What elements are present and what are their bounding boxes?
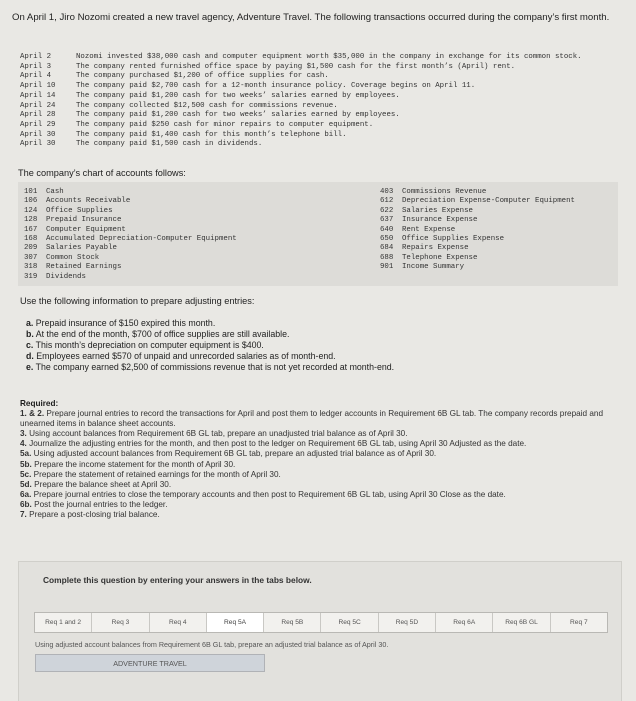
required-item: [20, 460, 620, 470]
account-number: 168: [24, 235, 38, 244]
required-text: Using adjusted account balances from Requirement 6B GL tab, prepare an adjusted trial balance as of April 30.: [33, 449, 437, 459]
tab-req-3[interactable]: Req 3: [92, 613, 149, 632]
transaction-date: April 30: [20, 130, 56, 139]
account-number: 622: [380, 206, 394, 215]
account-number: 403: [380, 188, 394, 196]
required-item: [20, 429, 620, 439]
transaction-text: The company paid $1,200 cash for two weeks’ salaries earned by employees.: [76, 111, 400, 120]
answer-panel: [18, 561, 622, 701]
account-name: Office Supplies: [46, 206, 113, 215]
tab-req-6a[interactable]: Req 6A: [436, 613, 493, 632]
account-number: 640: [380, 225, 394, 234]
adjustment-item: [26, 318, 394, 329]
account-row: [380, 244, 575, 253]
account-number: 319: [24, 272, 38, 281]
account-number: 612: [380, 197, 394, 206]
adjustment-letter: e.: [26, 362, 34, 372]
required-text: Journalize the adjusting entries for the month, and then post to the ledger on Requirement 6B GL tab, using April 30 Adjusted as the date.: [29, 439, 527, 449]
account-number: 637: [380, 216, 394, 225]
required-item: [20, 480, 620, 490]
account-number: 688: [380, 253, 394, 262]
account-row: [24, 273, 237, 282]
accounts-right-column: [380, 188, 575, 273]
required-number: 6b.: [20, 499, 32, 509]
transaction-row: [20, 63, 620, 73]
required-number: 5b.: [20, 459, 32, 469]
account-name: Insurance Expense: [402, 216, 478, 225]
adjustment-list: [26, 318, 394, 373]
required-text: Post the journal entries to the ledger.: [34, 499, 168, 509]
transaction-date: April 2: [20, 53, 52, 61]
transaction-row: [20, 92, 620, 102]
transaction-date: April 4: [20, 72, 52, 81]
complete-instruction: Complete this question by entering your answers in the tabs below.: [43, 575, 312, 585]
required-text: Prepare a post-closing trial balance.: [29, 510, 160, 520]
adjustment-letter: b.: [26, 329, 34, 339]
transaction-text: The company paid $1,400 cash for this month’s telephone bill.: [76, 130, 347, 139]
transaction-date: April 28: [20, 111, 56, 120]
account-row: [24, 216, 237, 225]
required-item: [20, 510, 620, 520]
tab-req-4[interactable]: Req 4: [150, 613, 207, 632]
account-name: Computer Equipment: [46, 225, 126, 234]
required-text: Prepare the statement of retained earnings for the month of April 30.: [33, 469, 281, 479]
transaction-date: April 30: [20, 140, 56, 149]
required-text: Using account balances from Requirement 6B GL tab, prepare an unadjusted trial balance as of April 30.: [29, 429, 408, 439]
adjustment-text: Employees earned $570 of unpaid and unrecorded salaries as of month-end.: [36, 351, 336, 361]
transaction-row: [20, 140, 620, 150]
required-number: 5a.: [20, 449, 32, 459]
adjustment-letter: d.: [26, 351, 34, 361]
transaction-text: The company paid $2,700 cash for a 12-month insurance policy. Coverage begins on April 11.: [76, 82, 476, 91]
account-number: 101: [24, 188, 38, 196]
transaction-text: The company paid $250 cash for minor repairs to computer equipment.: [76, 120, 374, 129]
accounts-left-column: [24, 188, 237, 282]
required-heading: Required:: [20, 399, 59, 408]
account-row: [24, 235, 237, 244]
account-name: Salaries Expense: [402, 206, 473, 215]
required-text: Prepare journal entries to record the transactions for April and post them to ledger accounts in Requirement 6B GL tab. The company records prepaid and unearned items in balance sheet accounts.: [20, 409, 604, 429]
transaction-row: [20, 53, 620, 63]
required-item: [20, 500, 620, 510]
account-name: Retained Earnings: [46, 263, 122, 272]
account-row: [24, 254, 237, 263]
transaction-text: Nozomi invested $38,000 cash and computer equipment worth $35,000 in the company in exchange for its common stock.: [76, 53, 582, 61]
tab-req-5a[interactable]: Req 5A: [207, 613, 264, 632]
account-name: Dividends: [46, 272, 86, 281]
account-row: [24, 263, 237, 272]
required-section: [20, 399, 620, 520]
account-name: Income Summary: [402, 263, 465, 272]
tab-req-5b[interactable]: Req 5B: [264, 613, 321, 632]
transaction-row: [20, 82, 620, 92]
account-name: Prepaid Insurance: [46, 216, 122, 225]
adjustment-text: The company earned $2,500 of commissions revenue that is not yet recorded at month-end.: [35, 362, 395, 372]
tab-req-6b-gl[interactable]: Req 6B GL: [493, 613, 550, 632]
transaction-row: [20, 102, 620, 112]
required-item: [20, 439, 620, 449]
transaction-text: The company paid $1,200 cash for two weeks’ salaries earned by employees.: [76, 91, 400, 100]
account-name: Salaries Payable: [46, 244, 117, 253]
requirement-tabs: [34, 612, 608, 633]
tab-instruction: Using adjusted account balances from Requirement 6B GL tab, prepare an adjusted trial balance as of April 30.: [35, 640, 389, 649]
account-name: Cash: [46, 188, 64, 196]
required-text: Prepare journal entries to close the temporary accounts and then post to Requirement 6B GL tab, using April 30 Close as the date.: [33, 489, 506, 499]
required-item: [20, 449, 620, 459]
tab-req-5d[interactable]: Req 5D: [379, 613, 436, 632]
adjustment-letter: c.: [26, 340, 34, 350]
company-name-header: ADVENTURE TRAVEL: [35, 654, 265, 672]
account-row: [24, 188, 237, 197]
required-number: 1. & 2.: [20, 409, 45, 419]
transaction-list: [20, 53, 620, 150]
account-name: Telephone Expense: [402, 253, 478, 262]
required-number: 3.: [20, 429, 27, 439]
adjustment-text: Prepaid insurance of $150 expired this month.: [35, 318, 216, 328]
adjustment-letter: a.: [26, 318, 34, 328]
required-item: [20, 409, 620, 429]
required-item: [20, 470, 620, 480]
account-name: Common Stock: [46, 253, 100, 262]
adjustment-item: [26, 329, 394, 340]
chart-of-accounts: [18, 182, 618, 286]
account-number: 901: [380, 263, 394, 272]
transaction-row: [20, 111, 620, 121]
account-row: [380, 216, 575, 225]
account-row: [380, 197, 575, 206]
transaction-row: [20, 121, 620, 131]
required-item: [20, 490, 620, 500]
account-number: 684: [380, 244, 394, 253]
account-row: [380, 263, 575, 272]
account-name: Depreciation Expense-Computer Equipment: [402, 197, 575, 206]
required-number: 5c.: [20, 469, 32, 479]
adjustment-text: This month’s depreciation on computer equipment is $400.: [35, 340, 264, 350]
account-name: Repairs Expense: [402, 244, 469, 253]
account-name: Accumulated Depreciation-Computer Equipment: [46, 235, 237, 244]
account-row: [380, 207, 575, 216]
account-row: [380, 188, 575, 197]
account-row: [24, 226, 237, 235]
transaction-date: April 10: [20, 82, 56, 91]
chart-of-accounts-label: The company’s chart of accounts follows:: [18, 168, 186, 178]
adjustment-item: [26, 362, 394, 373]
tab-req-7[interactable]: Req 7: [570, 619, 588, 626]
required-list: [20, 409, 620, 520]
transaction-text: The company purchased $1,200 of office supplies for cash.: [76, 72, 329, 81]
adjustment-item: [26, 351, 394, 362]
transaction-date: April 24: [20, 101, 56, 110]
transaction-date: April 29: [20, 120, 56, 129]
tab-req-1-and-2[interactable]: Req 1 and 2: [35, 613, 92, 632]
required-number: 6a.: [20, 489, 32, 499]
required-number: 7.: [20, 510, 27, 520]
account-row: [24, 207, 237, 216]
account-number: 128: [24, 216, 38, 225]
adjustment-text: At the end of the month, $700 of office supplies are still available.: [35, 329, 290, 339]
account-number: 307: [24, 253, 38, 262]
account-row: [24, 244, 237, 253]
account-name: Rent Expense: [402, 225, 456, 234]
account-row: [24, 197, 237, 206]
transaction-row: [20, 131, 620, 141]
account-row: [380, 235, 575, 244]
intro-paragraph: On April 1, Jiro Nozomi created a new travel agency, Adventure Travel. The following transactions occurred during the company’s first month.: [12, 12, 610, 23]
transaction-date: April 3: [20, 62, 52, 71]
adjusting-info-label: Use the following information to prepare adjusting entries:: [20, 296, 255, 306]
required-text: Prepare the income statement for the month of April 30.: [34, 459, 236, 469]
account-row: [380, 254, 575, 263]
account-name: Office Supplies Expense: [402, 235, 505, 244]
adjustment-item: [26, 340, 394, 351]
transaction-text: The company paid $1,500 cash in dividends.: [76, 140, 263, 149]
required-text: Prepare the balance sheet at April 30.: [34, 479, 172, 489]
transaction-text: The company rented furnished office space by paying $1,500 cash for the first month’s (April) rent.: [76, 62, 516, 71]
account-number: 167: [24, 225, 38, 234]
required-number: 5d.: [20, 479, 32, 489]
account-number: 318: [24, 263, 38, 272]
transaction-row: [20, 72, 620, 82]
account-name: Accounts Receivable: [46, 197, 131, 206]
account-number: 209: [24, 244, 38, 253]
tab-req-5c[interactable]: Req 5C: [321, 613, 378, 632]
account-row: [380, 226, 575, 235]
transaction-date: April 14: [20, 91, 56, 100]
required-number: 4.: [20, 439, 27, 449]
account-name: Commissions Revenue: [402, 188, 487, 196]
account-number: 124: [24, 206, 38, 215]
transaction-text: The company collected $12,500 cash for commissions revenue.: [76, 101, 338, 110]
account-number: 650: [380, 235, 394, 244]
account-number: 106: [24, 197, 38, 206]
